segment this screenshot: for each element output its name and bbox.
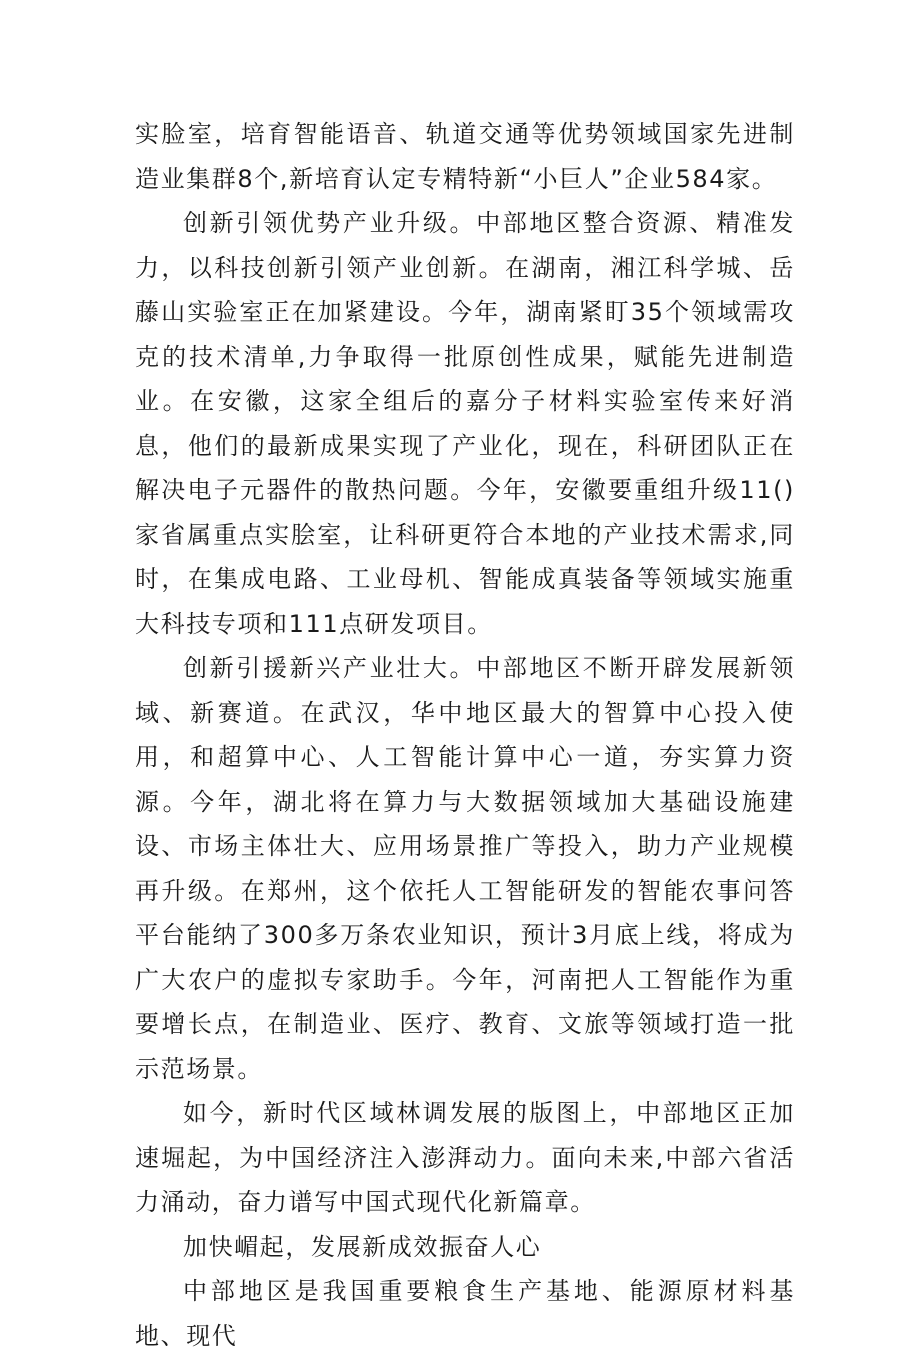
paragraph-future-outlook: 如今，新时代区域林调发展的版图上，中部地区正加速堀起，为中国经济注入澎湃动力。面向未来,中部六省活力涌动，奋力谱写中国式现代化新篇章。	[135, 1099, 795, 1216]
document-body	[135, 112, 795, 1358]
paragraph-central-region-intro: 中部地区是我国重要粮食生产基地、能源原材料基地、现代	[135, 1277, 795, 1350]
paragraph-innovation-leads-industry: 创新引领优势产业升级。中部地区整合资源、精准发力，以科技创新引领产业创新。在湖南，湘江科学城、岳藤山实验室正在加紧建设。今年，湖南紧盯35个领域需攻克的技术清单,力争取得一批原创性成果，赋能先进制造业。在安徽，这家全组后的嘉分子材料实验室传来好消息，他们的最新成果实现了产业化，现在，科研团队正在解决电子元器件的散热问题。今年，安徽要重组升级11()家省属重点实脍室，让科研更符合本地的产业技术需求,同时，在集成电路、工业母机、智能成真装备等领域实施重大科技专项和111点研发项目。	[135, 209, 795, 638]
section-heading: 加快嵋起，发展新成效振奋人心	[183, 1232, 542, 1261]
paragraph-emerging-industry: 创新引援新兴产业壮大。中部地区不断开辟发展新领域、新赛道。在武汉，华中地区最大的智算中心投入使用，和超算中心、人工智能计算中心一道，夯实算力资源。今年，湖北将在算力与大数据领域加大基础设施建设、市场主体壮大、应用场景推广等投入，助力产业规模再升级。在郑州，这个依托人工智能研发的智能农事问答平台能纳了300多万条农业知识，预计3月底上线，将成为广大农户的虚拟专家助手。今年，河南把人工智能作为重要增长点，在制造业、医疗、教育、文旅等领域打造一批示范场景。	[135, 654, 795, 1083]
paragraph-continuation: 实脸室，培育智能语音、轨道交通等优势领域国家先进制造业集群8个,新培育认定专精特新“小巨人”企业584家。	[135, 120, 795, 193]
